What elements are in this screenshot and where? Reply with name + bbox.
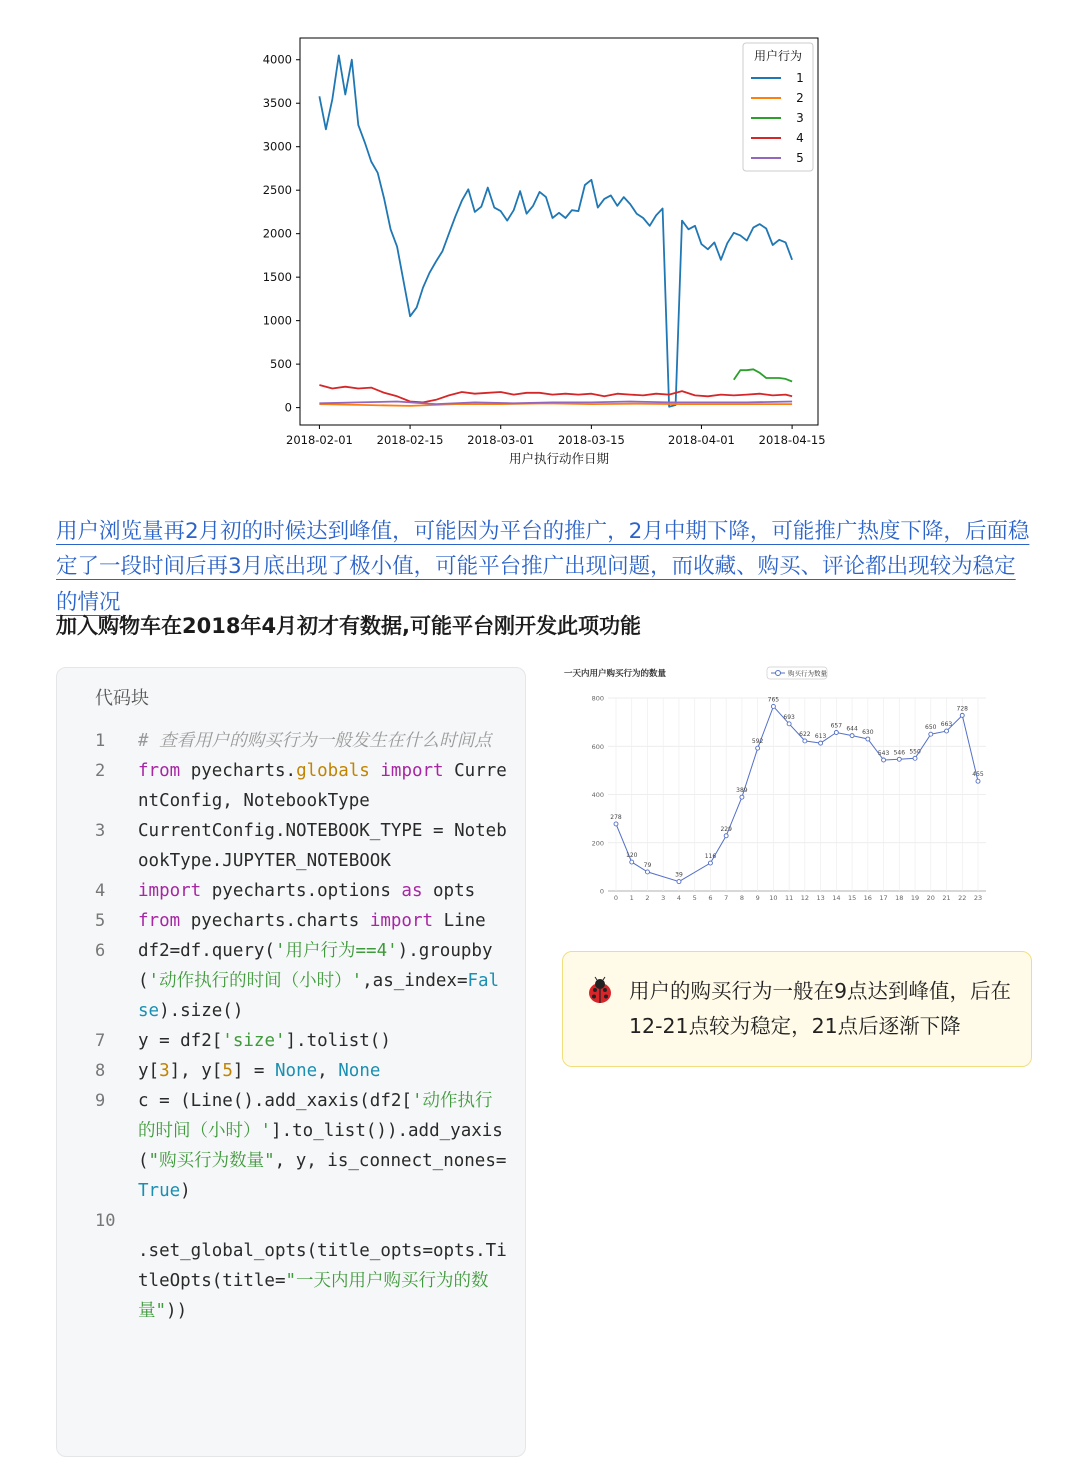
data-point: [976, 779, 980, 783]
data-label: 592: [751, 738, 764, 746]
code-block: [56, 667, 526, 1457]
data-point: [882, 758, 886, 762]
line-number: 9: [95, 1091, 106, 1111]
y-tick-label: 2000: [262, 226, 292, 241]
x-tick-label: 8: [739, 894, 744, 902]
legend-label-3: 3: [796, 111, 804, 125]
x-tick-label: 2018-02-01: [286, 433, 353, 447]
code-text: y[3], y[5] = None, None: [138, 1061, 381, 1081]
x-axis-label: 用户执行动作日期: [508, 451, 610, 466]
data-label: 693: [783, 713, 795, 721]
code-text: CurrentConfig.NOTEBOOK_TYPE = NotebookType.JUPYTER_NOTEBOOK: [138, 821, 507, 871]
x-tick-label: 16: [863, 894, 872, 902]
code-line: [57, 1086, 525, 1206]
x-tick-label: 21: [942, 894, 951, 902]
x-tick-label: 2018-04-15: [758, 433, 826, 447]
legend-label-1: 1: [796, 71, 804, 85]
code-line: [57, 1056, 525, 1086]
data-label: 116: [704, 853, 717, 861]
y-tick-label: 400: [591, 791, 604, 799]
x-tick-label: 11: [784, 894, 794, 902]
data-point: [677, 880, 681, 884]
legend-title: 用户行为: [753, 49, 803, 63]
data-label: 546: [893, 749, 906, 757]
data-label: 39: [675, 871, 683, 879]
data-point: [630, 860, 634, 864]
line-number: 7: [95, 1031, 106, 1051]
data-label: 630: [862, 729, 874, 737]
data-label: 728: [956, 705, 968, 713]
data-label: 278: [610, 813, 622, 821]
x-tick-label: 2018-04-01: [668, 433, 735, 447]
data-label: 120: [626, 852, 638, 860]
code-lines: [57, 726, 525, 1326]
code-block-title: 代码块: [95, 688, 149, 709]
y-tick-label: 0: [284, 400, 292, 415]
data-point: [850, 734, 854, 738]
line-number: 4: [95, 881, 106, 901]
data-label: 79: [643, 861, 652, 869]
legend-label-2: 2: [796, 91, 804, 105]
x-tick-label: 0: [613, 894, 619, 902]
user-behavior-daily-chart: [240, 28, 860, 483]
y-tick-label: 3500: [262, 96, 292, 111]
y-tick-label: 800: [591, 694, 604, 703]
x-tick-label: 9: [755, 894, 760, 902]
code-line: [57, 1206, 525, 1326]
y-tick-label: 2500: [262, 183, 292, 198]
code-line: [57, 726, 525, 756]
y-tick-label: 1000: [262, 313, 292, 328]
x-tick-label: 19: [910, 894, 920, 902]
callout-text: 用户的购买行为一般在9点达到峰值，后在12-21点较为稳定，21点后逐渐下降: [629, 979, 1012, 1038]
x-tick-label: 20: [926, 894, 935, 902]
line-number: 10: [95, 1211, 116, 1231]
data-label: 765: [767, 696, 780, 704]
analysis-paragraph-link[interactable]: 用户浏览量再2月初的时候达到峰值，可能因为平台的推广，2月中期下降，可能推广热度下降，后面稳定了一段时间后再3月底出现了极小值，可能平台推广出现问题，而收藏、购买、评论都出现较为稳定的情况: [56, 518, 1030, 615]
data-label: 650: [925, 724, 937, 732]
data-label: 543: [877, 750, 890, 758]
data-point: [897, 757, 901, 761]
code-line: [57, 876, 525, 906]
y-tick-label: 200: [591, 839, 604, 848]
legend-marker: [776, 671, 781, 676]
x-tick-label: 17: [879, 894, 888, 902]
code-text: from pyecharts.globals import CurrentConfig, NotebookType: [138, 761, 507, 811]
y-tick-label: 3000: [262, 139, 292, 154]
line-number: 5: [95, 911, 106, 931]
data-point: [756, 746, 760, 750]
x-tick-label: 7: [724, 894, 729, 902]
data-label: 644: [846, 725, 858, 733]
code-text: import pyecharts.options as opts: [138, 881, 476, 901]
data-point: [614, 822, 618, 826]
data-label: 657: [830, 722, 843, 730]
data-label: 389: [736, 787, 748, 795]
x-tick-label: 6: [708, 894, 713, 902]
x-tick-label: 14: [832, 894, 841, 902]
insight-callout: [562, 951, 1032, 1067]
x-tick-label: 10: [769, 894, 778, 902]
cart-note: 加入购物车在2018年4月初才有数据,可能平台刚开发此项功能: [56, 614, 642, 638]
y-tick-label: 1500: [262, 270, 292, 285]
data-label: 622: [799, 730, 811, 738]
analysis-paragraph[interactable]: [56, 514, 1031, 621]
x-tick-label: 5: [692, 894, 697, 902]
data-point: [771, 704, 775, 708]
line-number: 3: [95, 821, 106, 841]
legend-label-4: 4: [796, 131, 804, 145]
code-text: df2=df.query('用户行为==4').groupby('动作执行的时间（小时）',as_index=False).size(): [138, 941, 500, 1021]
y-tick-label: 0: [599, 887, 604, 896]
x-tick-label: 4: [676, 894, 682, 902]
code-text: # 查看用户的购买行为一般发生在什么时间点: [138, 731, 492, 751]
data-label: 663: [940, 721, 953, 729]
data-point: [929, 732, 933, 736]
x-tick-label: 15: [847, 894, 857, 902]
data-point: [645, 870, 649, 874]
data-point: [740, 795, 744, 799]
data-point: [819, 741, 823, 745]
data-point: [960, 713, 964, 717]
data-point: [708, 861, 712, 865]
data-point: [945, 729, 949, 733]
ladybug-icon: [585, 976, 615, 1006]
data-label: 550: [909, 748, 921, 756]
data-label: 613: [814, 733, 827, 741]
code-line: [57, 906, 525, 936]
x-tick-label: 12: [800, 894, 810, 902]
x-tick-label: 3: [661, 894, 666, 902]
x-tick-label: 1: [629, 894, 634, 902]
line-number: 2: [95, 761, 106, 781]
line-number: 6: [95, 941, 106, 961]
code-text: from pyecharts.charts import Line: [138, 911, 486, 931]
code-line: [57, 756, 525, 816]
y-tick-label: 4000: [262, 52, 292, 67]
code-line: [57, 1026, 525, 1056]
code-text: .set_global_opts(title_opts=opts.TitleOpts(title="一天内用户购买行为的数量")): [138, 1241, 507, 1321]
x-tick-label: 2018-02-15: [376, 433, 444, 447]
data-label: 229: [720, 825, 732, 833]
data-point: [787, 722, 791, 726]
y-tick-label: 600: [591, 742, 604, 751]
data-point: [834, 730, 838, 734]
line-number: 1: [95, 731, 106, 751]
hourly-purchase-chart: [560, 660, 1000, 910]
code-text: c = (Line().add_xaxis(df2['动作执行的时间（小时）'].to_list()).add_yaxis("购买行为数量", y, is_connect_nones=True): [138, 1091, 507, 1201]
x-tick-label: 22: [958, 894, 967, 902]
data-point: [913, 756, 917, 760]
series-line: [616, 706, 978, 881]
legend-label: 购买行为数量: [788, 669, 827, 678]
plot-frame: [300, 38, 818, 425]
x-tick-label: 13: [816, 894, 825, 902]
x-tick-label: 23: [973, 894, 983, 902]
code-line: [57, 936, 525, 1026]
line-number: 8: [95, 1061, 106, 1081]
x-tick-label: 2018-03-01: [467, 433, 535, 447]
code-line: [57, 816, 525, 876]
legend-label-5: 5: [796, 151, 804, 165]
data-point: [866, 737, 870, 741]
data-point: [724, 834, 728, 838]
x-tick-label: 2: [645, 894, 650, 902]
data-point: [803, 739, 807, 743]
x-tick-label: 2018-03-15: [557, 433, 625, 447]
x-tick-label: 18: [895, 894, 904, 902]
data-label: 455: [972, 771, 984, 779]
chart-title: 一天内用户购买行为的数量: [564, 669, 667, 679]
y-tick-label: 500: [270, 357, 292, 372]
code-text: y = df2['size'].tolist(): [138, 1031, 391, 1051]
